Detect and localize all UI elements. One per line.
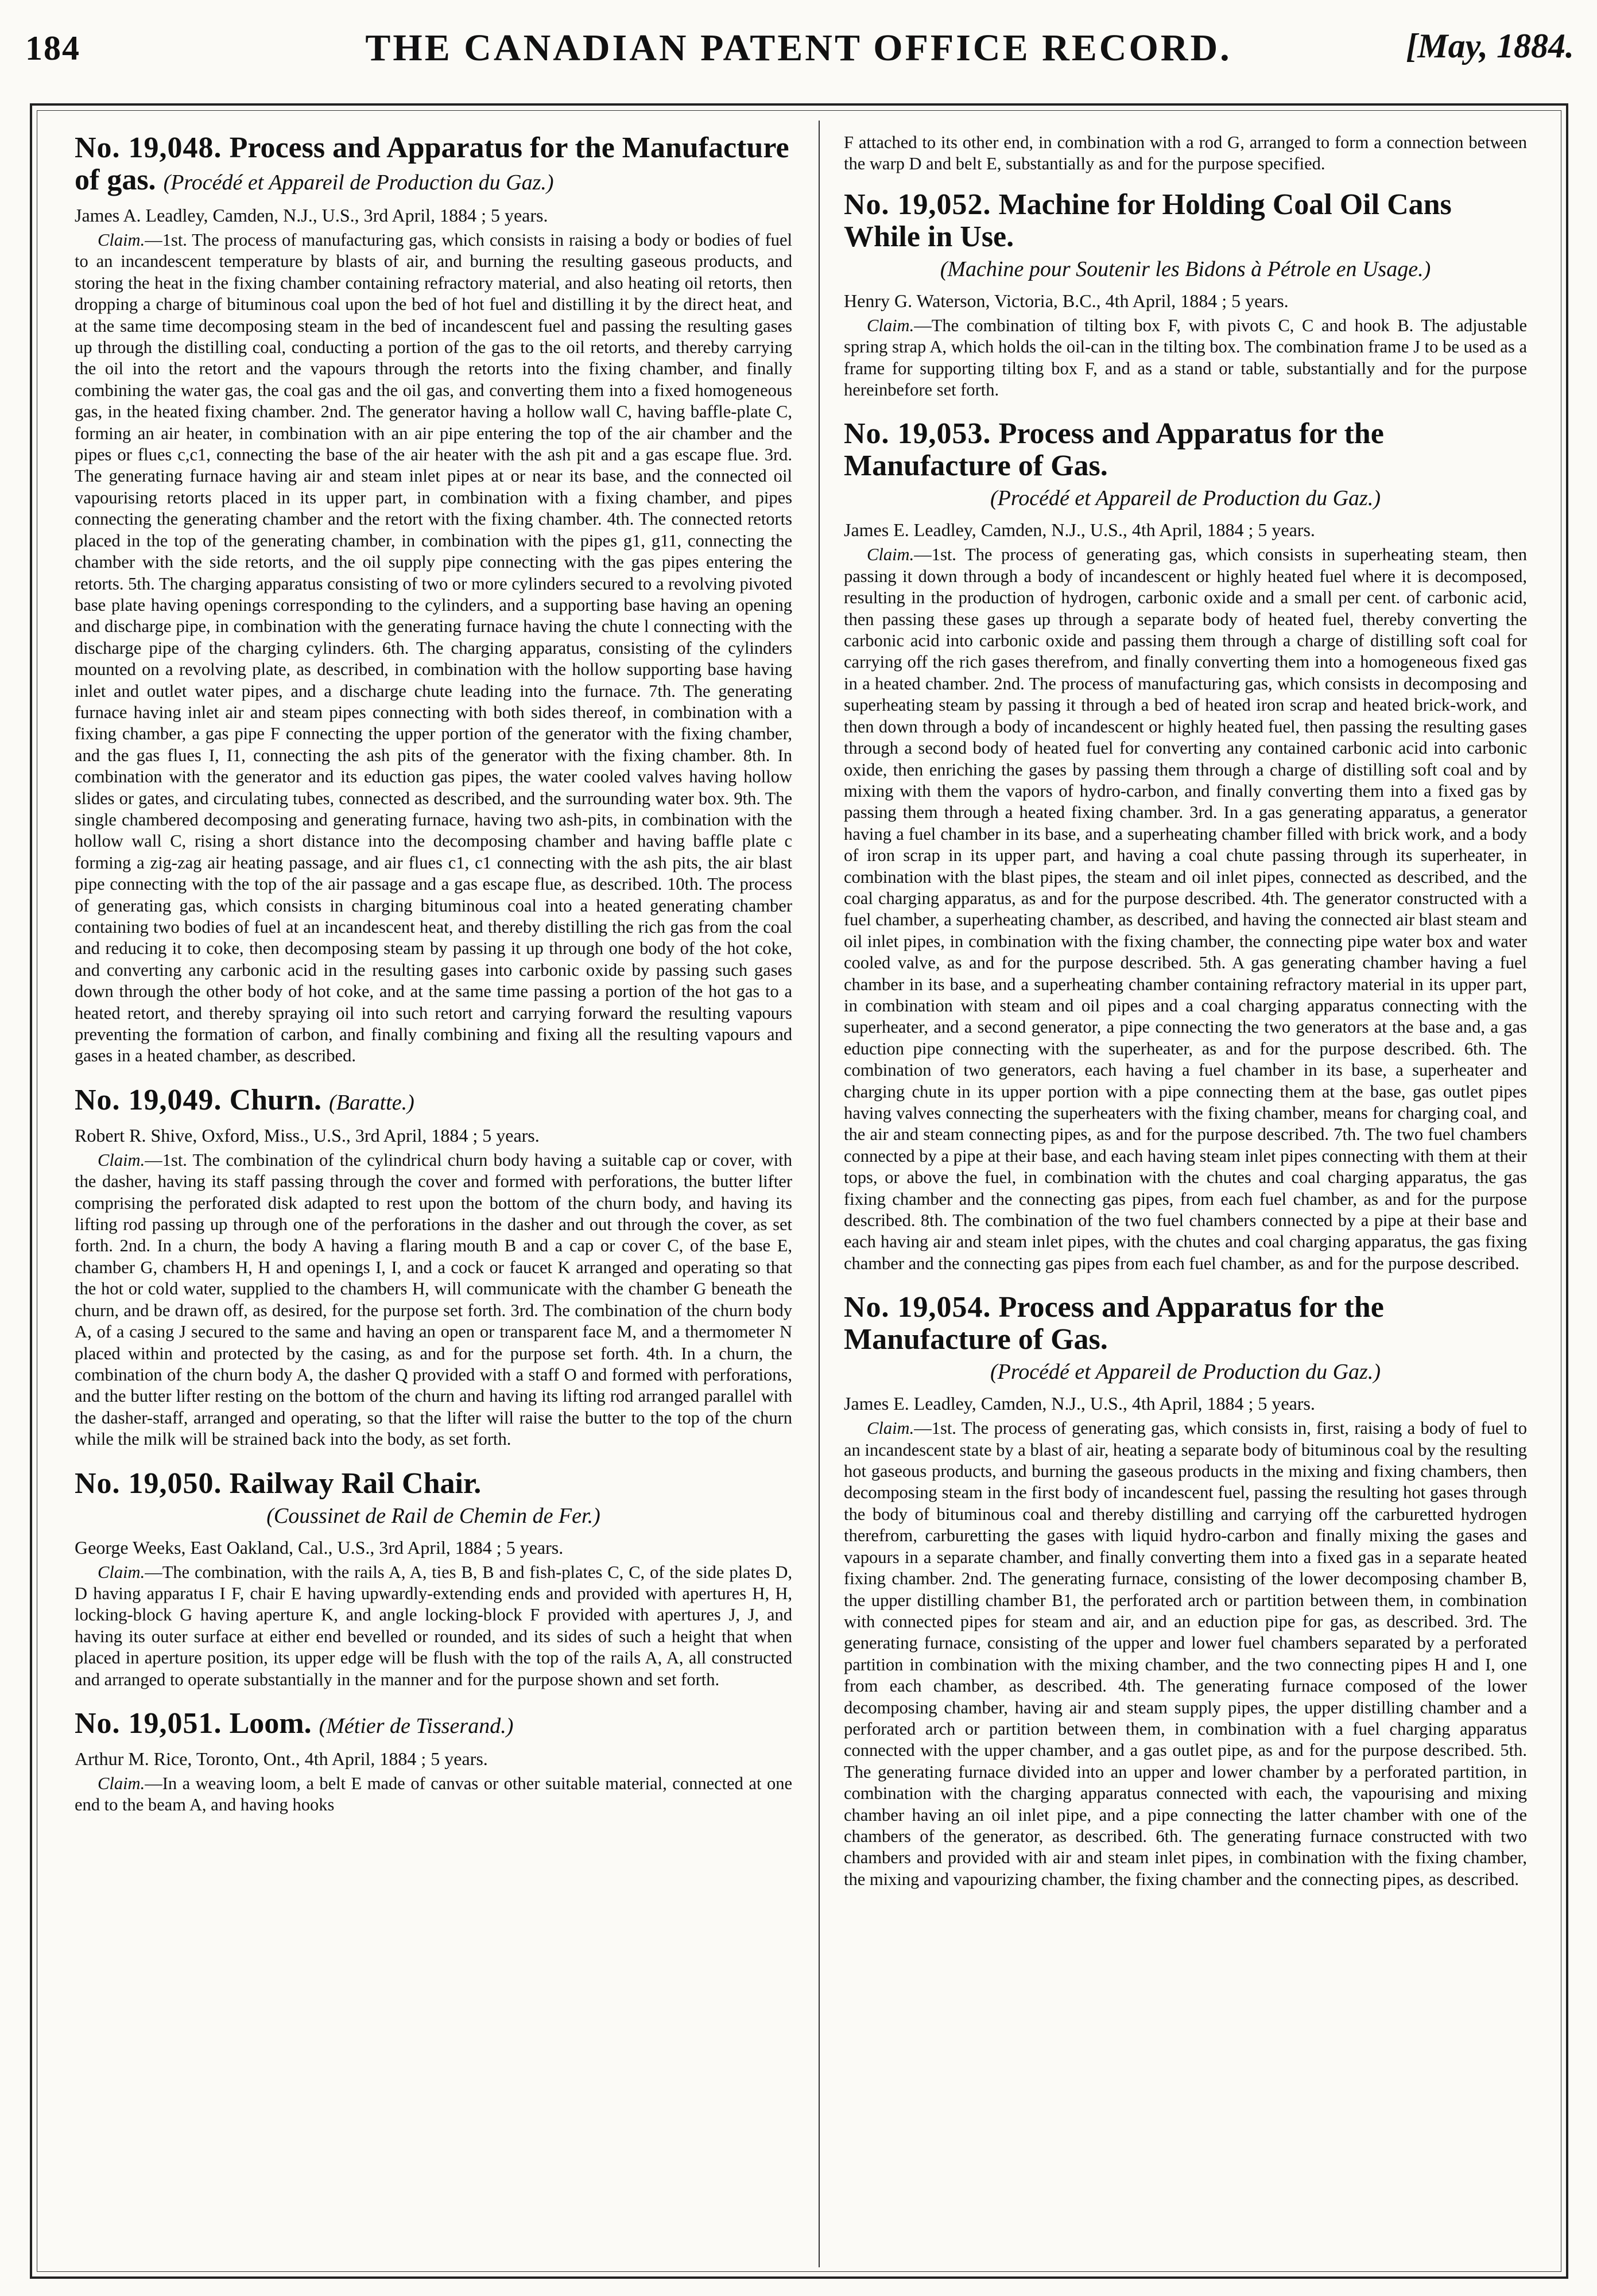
claim-label: Claim. (867, 1418, 914, 1438)
patent-claim (75, 1773, 792, 1816)
patent-entry (844, 418, 1527, 1274)
claim-text: —The combination, with the rails A, A, ties B, B and fish-plates C, C, of the side plates D, D having apparatus I F, chair E having upwardly-extending ends and provided with apertures H, H, locking-block G having aperture K, and angle locking-block F provided with apertures J, J, and having its outer surface at either end bevelled or rounded, and its sides of such a height that when placed in aperture position, its upper edge will be flush with the top of the rails A, A, all constructed and arranged to operate substantially in the manner and for the purpose shown and set forth. (75, 1562, 792, 1689)
claim-text: —The combination of tilting box F, with pivots C, C and hook B. The adjustable spring strap A, which holds the oil-can in the tilting box. The combination frame J to be used as a frame for supporting tilting box F, and as a stand or table, substantially and for the purpose hereinbefore set forth. (844, 315, 1527, 400)
patent-claim (844, 544, 1527, 1274)
patent-inventor: George Weeks, East Oakland, Cal., U.S., 3rd April, 1884 ; 5 years. (75, 1537, 564, 1558)
patent-title: Railway Rail Chair. (229, 1467, 482, 1500)
patent-entry (75, 1468, 792, 1690)
patent-title: Machine for Holding Coal Oil Cans While in Use. (844, 188, 1452, 253)
claim-label: Claim. (98, 230, 145, 250)
claim-text: —1st. The process of generating gas, which consists in superheating steam, then passing it down through a body of incandescent or highly heated fuel where it is decomposed, resulting in the production of hydrogen, carbonic oxide and a small per cent. of carbonic acid, then passing these gases up through a separate body of heated fuel, thereby converting the carbonic acid into carbonic oxide and passing them through a charge of distilling soft coal for carrying off the rich gases therefrom, and finally converting them into a homogeneous fixed gas in a heated chamber. 2nd. The process of manufacturing gas, which consists in decomposing and superheating steam by passing it through a bed of heated iron scrap and heated brick-work, and then down through a body of incandescent or highly heated fuel, then passing the resulting gases through a second body of heated fuel for converting any contained carbonic acid into carbonic oxide, then enriching the gases by passing them through a charge of distilling soft coal and by mixing with them the vapors of hydro-carbon, and finally converting them into a fixed gas by passing them through a heated fixing chamber. 3rd. In a gas generating apparatus, a generator having a fuel chamber in its base, and a superheating chamber filled with brick work, and a body of iron scrap in its upper part, and having a coal chute passing through its superheater, in combination with the blast pipes, the steam and oil inlet pipes, connected as described, and the coal charging apparatus, as and for the purpose described. 4th. The generator constructed with a fuel chamber, a superheating chamber, as described, and having the connected air blast steam and oil inlet pipes, in combination with the fixing chamber, the connecting pipe water box and water cooled valve, as and for the purpose described. 5th. A gas generating chamber having a fuel chamber in its base, and a superheating chamber containing refractory material in its upper part, in combination with steam and oil pipes and a coal charging apparatus connecting with the superheater, and a second generator, a pipe connecting the two generators at the base and, a gas eduction pipe connecting with the superheater, as and for the purpose described. 6th. The combination of two generators, each having a fuel chamber in its base, a superheater and charging chute in its upper portion with a pipe connecting them at the base, gas outlet pipes having valves connecting the superheaters with the fixing chamber, means for charging coal, and the air and steam connecting pipes, as and for the purpose described. 7th. The two fuel chambers connected by a pipe at their base, and each having steam inlet pipes connecting with them at their tops, or above the fuel, in combination with the chutes and coal charging apparatus, the gas fixing chamber and the connecting gas pipes, from each fuel chamber, as and for the purpose described. 8th. The combination of the two fuel chambers connected by a pipe at their base and each having air and steam inlet pipes, with the chutes and coal charging apparatus, the gas fixing chamber and the connecting gas pipes from each fuel chamber, as and for the purpose described. (844, 545, 1527, 1273)
issue-date: [May, 1884. (1406, 27, 1574, 65)
claim-text: —1st. The combination of the cylindrical churn body having a suitable cap or cover, with the dasher, having its staff passing through the cover and formed with perforations, the butter lifter comprising the perforated disk adapted to rest upon the bottom of the churn body, and having its lifting rod passing up through one of the perforations in the dasher and out through the cover, as set forth. 2nd. In a churn, the body A having a flaring mouth B and a cap or cover C, of the base E, chamber G, chambers H, H and openings I, I, and a cock or faucet K arranged and operating so that the hot or cold water, supplied to the chambers H, will communicate with the chamber G beneath the churn, and be drawn off, as desired, for the purpose set forth. 3rd. The combination of the churn body A, of a casing J secured to the same and having an open or transparent face M, and a thermometer N placed within and protected by the casing, as and for the purpose set forth. 4th. In a churn, the combination of the churn body A, the dasher Q provided with a staff O and formed with perforations, and the butter lifter resting on the bottom of the churn and having its lifting rod arranged parallel with the dasher-staff, arranged and operating, so that the lifter will raise the butter to the top of the churn while the milk will be strained back into the body, as set forth. (75, 1150, 792, 1449)
patent-french-title: (Machine pour Soutenir les Bidons à Pétrole en Usage.) (940, 257, 1431, 281)
claim-text: —In a weaving loom, a belt E made of canvas or other suitable material, connected at one end to the beam A, and having hooks (75, 1773, 792, 1815)
patent-claim (75, 1150, 792, 1450)
patent-title: Churn. (229, 1083, 321, 1116)
claim-label: Claim. (867, 315, 914, 335)
continued-claim-text: F attached to its other end, in combination with a rod G, arranged to form a connection between the warp D and belt E, substantially as and for the purpose specified. (844, 133, 1527, 174)
journal-title: THE CANADIAN PATENT OFFICE RECORD. (365, 27, 1232, 69)
patent-french-title: (Procédé et Appareil de Production du Gaz.) (990, 486, 1381, 511)
claim-label: Claim. (98, 1150, 145, 1170)
patent-claim (844, 1418, 1527, 1890)
patent-french-title: (Procédé et Appareil de Production du Gaz.) (990, 1360, 1381, 1384)
patent-inventor: Robert R. Shive, Oxford, Miss., U.S., 3rd April, 1884 ; 5 years. (75, 1124, 540, 1146)
claim-label: Claim. (98, 1773, 145, 1793)
patent-french-title: (Baratte.) (328, 1090, 414, 1115)
patent-number: No. 19,054. (844, 1291, 991, 1324)
patent-title: Process and Apparatus for the Manufacture of Gas. (844, 1291, 1384, 1356)
patent-heading (844, 1292, 1527, 1356)
patent-heading (75, 1708, 792, 1742)
patent-title: Process and Apparatus for the Manufacture of Gas. (844, 417, 1384, 483)
claim-text: —1st. The process of manufacturing gas, which consists in raising a body or bodies of fuel to an incandescent temperature by blasts of air, and burning the resulting gaseous products, and storing the heat in the fixing chamber containing refractory material, and also heating oil retorts, then dropping a charge of bituminous coal upon the bed of hot fuel and distilling it by the direct heat, and at the same time decomposing steam in the bed of incandescent fuel and passing the resulting gases up through the distilling coal, conducting a portion of the gas to the oil retorts, and thereby carrying the oil into the retort and the vapours through the retorts into the fixing chamber, and finally combining the water gas, the coal gas and the oil gas, and converting them into a fixed homogeneous gas, in the heated fixing chamber. 2nd. The generator having a hollow wall C, having baffle-plate C, forming an air heater, in combination with an air pipe entering the top of the air chamber and the pipes or flues c,c1, connecting the base of the air heater with the ash pit and a gas escape flue. 3rd. The generating furnace having air and steam inlet pipes at or near its base, and the connected oil vapourising retorts placed in its upper part, in combination with a fixing chamber, and pipes connecting the generating chamber and the retort with the fixing chamber. 4th. The connected retorts placed in the top of the generating chamber, in combination with the pipes g1, g11, connecting the chamber with the side retorts, and the oil supply pipe connecting with the gas pipes entering the retorts. 5th. The charging apparatus consisting of two or more cylinders secured to a revolving pivoted base plate having openings corresponding to the cylinders, and a supporting base having an opening and discharge pipe, in combination with the generating furnace having the chute l connecting with the discharge pipe of the charging cylinders. 6th. The charging apparatus, consisting of the cylinders mounted on a revolving plate, as described, in combination with the hollow supporting base having inlet and outlet water pipes, and a discharge chute leading into the furnace. 7th. The generating furnace having inlet air and steam pipes connecting with both sides thereof, in combination with a fixing chamber, a gas pipe F connecting the upper portion of the generator with the fixing chamber, and the gas flues I, I1, connecting the ash pits of the generator with the fixing chamber. 8th. In combination with the generator and its eduction gas pipes, the water cooled valves having hollow slides or gates, and circulating tubes, connected as described, and the surrounding water box. 9th. The single chambered decomposing and generating furnace, having two ash-pits, in combination with the hollow wall C, rising a short distance into the decomposing chamber and having baffle plate c forming a zig-zag air heating passage, and air flues c1, c1 connecting with the ash pits, the air blast pipe connecting with the top of the air passage and a gas escape flue, as described. 10th. The process of generating gas, which consists in charging bituminous coal into a heated generating chamber containing two bodies of fuel at an incandescent heat, and thereby distilling the rich gas from the coal and reducing it to coke, then decomposing steam by passing it up through one body of the hot coke, and converting any carbonic acid in the resulting gases into carbonic oxide by passing such gases down through the other body of hot coke, and at the same time passing a portion of the hot gas to a heated retort, and thereby spraying oil into such retort and carrying forward the resulting vapours preventing the formation of carbon, and finally combining and fixing all the resulting vapours and gases in a heated chamber, as described. (75, 230, 792, 1066)
patent-inventor: James A. Leadley, Camden, N.J., U.S., 3rd April, 1884 ; 5 years. (75, 205, 548, 226)
left-column (75, 132, 792, 2256)
right-column (844, 132, 1527, 2256)
patent-entry (75, 1084, 792, 1450)
patent-entry (844, 1292, 1527, 1890)
patent-number: No. 19,049. (75, 1083, 222, 1116)
patent-claim (75, 230, 792, 1067)
patent-inventor: James E. Leadley, Camden, N.J., U.S., 4th April, 1884 ; 5 years. (844, 1393, 1315, 1414)
claim-label: Claim. (867, 545, 914, 565)
patent-number: No. 19,048. (75, 132, 222, 164)
patent-french-title: (Métier de Tisserand.) (319, 1713, 514, 1738)
patent-inventor: James E. Leadley, Camden, N.J., U.S., 4th April, 1884 ; 5 years. (844, 519, 1315, 541)
patent-entry (844, 189, 1527, 401)
patent-entry (75, 132, 792, 1067)
patent-heading (75, 1084, 792, 1119)
patent-title: Loom. (229, 1707, 312, 1740)
patent-heading (75, 132, 792, 199)
patent-inventor: Henry G. Waterson, Victoria, B.C., 4th April, 1884 ; 5 years. (844, 290, 1289, 311)
patent-inventor: Arthur M. Rice, Toronto, Ont., 4th April, 1884 ; 5 years. (75, 1748, 488, 1769)
patent-number: No. 19,051. (75, 1707, 222, 1740)
patent-title: Process and Apparatus for the Manufacture of gas. (75, 132, 789, 196)
patent-french-title: (Coussinet de Rail de Chemin de Fer.) (266, 1503, 600, 1528)
claim-label: Claim. (98, 1562, 145, 1582)
patent-entry (75, 1708, 792, 1816)
page-header (0, 0, 1597, 86)
patent-number: No. 19,053. (844, 417, 991, 451)
patent-french-title: (Procédé et Appareil de Production du Gaz.) (163, 170, 554, 195)
patent-number: No. 19,052. (844, 188, 991, 221)
patent-heading (75, 1468, 792, 1500)
column-divider (819, 121, 820, 2267)
claim-text: —1st. The process of generating gas, which consists in, first, raising a body of fuel to an incandescent state by a blast of air, heating a separate body of bituminous coal by the resulting hot gaseous products, and burning the gaseous products in the mixing and fixing chambers, then decomposing steam in the first body of incandescent fuel, passing the resulting hot gases through the body of bituminous coal and thereby distilling and carrying off the carburetted hydrogen therefrom, carburetting the gases with liquid hydro-carbon and finally mixing the gases and vapours in a separate chamber, and finally converting them into a fixed gas in a separate heated fixing chamber. 2nd. The generating furnace, consisting of the lower decomposing chamber B, the upper distilling chamber B1, the perforated arch or partition between them, in combination with connected pipes for steam and air, and an eduction pipe for gas, as described. 3rd. The generating furnace, consisting of the upper and lower fuel chambers separated by a perforated partition in combination with the mixing chamber, and the two connecting pipes H and I, one from each chamber, as described. 4th. The generating furnace composed of the lower decomposing chamber, having air and steam supply pipes, the upper distilling chamber and a perforated arch or partition between them, in combination with a fuel charging apparatus connected with the upper chamber, and a gas outlet pipe, as and for the purpose described. 5th. The generating furnace divided into an upper and lower chamber by a perforated partition, in combination with the charging apparatus connected with each, the vapourising and mixing chamber having an oil inlet pipe, and a pipe connecting the latter chamber with one of the chambers of the generator, as described. 6th. The generating furnace constructed with two chambers and provided with air and steam inlet pipes, in combination with the fixing chamber, the mixing and vapourizing chamber, the fixing chamber and the connecting pipes, as described. (844, 1418, 1527, 1889)
page-number: 184 (25, 29, 80, 67)
patent-claim (844, 315, 1527, 401)
patent-heading (844, 189, 1527, 253)
patent-claim (75, 1562, 792, 1690)
patent-number: No. 19,050. (75, 1467, 222, 1500)
patent-heading (844, 418, 1527, 482)
